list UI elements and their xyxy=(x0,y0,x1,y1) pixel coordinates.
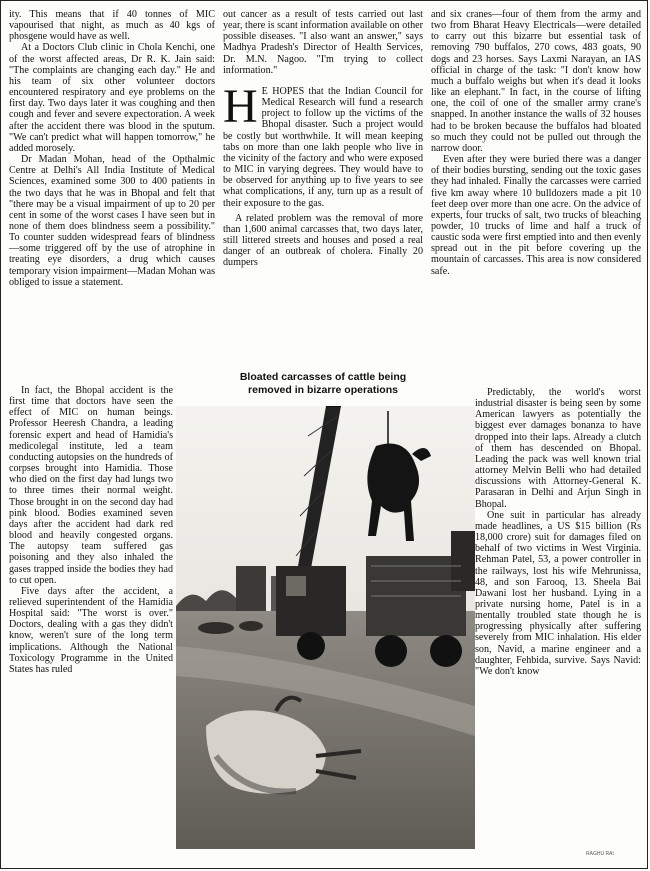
paragraph: A related problem was the removal of more than 1,600 animal carcasses that, two days later, still littered streets and houses and posed a real danger of an outbreak of cholera. Finally 20 dumpers xyxy=(223,212,423,269)
article-column-3-narrow xyxy=(475,387,641,677)
article-column-1-narrow xyxy=(9,385,173,675)
article-column-2 xyxy=(223,9,423,268)
paragraph: Five days after the accident, a relieved superintendent of the Hamidia Hospital said: "The worst is over." Doctors, dealing with a gas they didn't know, weren't sure of the long term implications. Although the National Toxicology Programme in the United States has ruled xyxy=(9,585,173,675)
article-column-3 xyxy=(431,9,641,389)
paragraph: ity. This means that if 40 tonnes of MIC vapourised that night, as much as 40 kgs of phosgene would have as well. xyxy=(9,9,215,43)
paragraph: and six cranes—four of them from the army and two from Bharat Heavy Electricals—were detailed to carry out this bizarre but essential task of removing 790 buffalos, 270 cows, 483 goats, 90 dogs and 23 horses. Says Laxmi Narayan, an IAS official in charge of the task: "I don't know how much a buffalo weighs but when it's dead it looks like an elephant." In fact, in the course of lifting one, the coil of one of the smaller army crane's snapped. In another instance the walls of 32 houses had to be broken because the buffalos had bloated so much they could not be pulled out through the narrow door. xyxy=(431,9,641,154)
paragraph: In fact, the Bhopal accident is the first time that doctors have seen the effect of MIC on human beings. Professor Heeresh Chandra, a leading forensic expert and head of Hamidia's medicolegal institute, led a team conducting autopsies on the hundreds of corpses brought into Hamidia. Those who died on the first day had lungs two to three times their normal weight. Those brought in on the second day had pink blood. Bodies examined seven days after the accident had dark red blood and heavily congested organs. The autopsy team suffered gas poisoning and they also inhaled the gases trapped inside the bodies they had to cut open. xyxy=(9,385,173,586)
paragraph: out cancer as a result of tests carried out last year, there is scant information available on other possible diseases. "I also want an answer," says Madhya Pradesh's Director of Health Services, Dr. M.N. Nagoo. "I'm trying to collect information." xyxy=(223,9,423,76)
article-column-1 xyxy=(9,9,215,288)
paragraph: E HOPES that the Indian Council for Medical Research will fund a research project to follow up the victims of the Bhopal disaster. Such a project would be costly but worthwhile. It will mean keeping tabs on more than one lakh people who live in the vicinity of the factory and who were exposed to MIC in varying degrees. They would have to be observed for anything up to five years to see what complications, if any, turn up as a result of their exposure to the gas. xyxy=(223,85,423,209)
photo-credit: RAGHU RAI xyxy=(586,851,614,857)
paragraph: One suit in particular has already made headlines, a US $15 billion (Rs 18,000 crore) suit for damages filed on behalf of two victims in West Virginia. Rehman Patel, 53, a power controller in the railways, lost his wife Mehrunissa, 48, and son Farooq, 13. Sheela Bai Dawani lost her husband. Lying in a private nursing home, Patel is in a mentally troubled state though he is progressing physically after suffering severely from MIC inhalation. His elder son, Navid, a marine engineer and a daughter, Fehbida, survive. Says Navid: "We don't know xyxy=(475,509,641,677)
news-photo xyxy=(176,406,475,849)
paragraph: Dr Madan Mohan, head of the Opthalmic Centre at Delhi's All India Institute of Medical Sciences, examined some 300 to 400 patients in the two days that he was in Bhopal and felt that "there may be a visual impairment of up to 20 per cent in some of the worst cases I have seen but in none of them does blindness seem a possibility." To counter sudden widespread fears of blindness—some triggered off by the use of atrophine in treating eye disorders, a drug which causes temporary vision impairment—Madan Mohan was obliged to issue a statement. xyxy=(9,154,215,288)
paragraph: At a Doctors Club clinic in Chola Kenchi, one of the worst affected areas, Dr R. K. Jain said: "The complaints are changing each day." He and his team of six other volunteer doctors encountered respiratory and eye problems on the first day. Two days later it was coughing and then cough and fever and severe expectoration. A week after the accident there was blood in the sputum. "We can't predict what will happen tomorrow," he added morosely. xyxy=(9,42,215,154)
paragraph: Predictably, the world's worst industrial disaster is being seen by some American lawyers as potentially the biggest ever damages bonanza to have dropped into their laps. Already a clutch of them has descended on Bhopal. Leading the pack was well known trial attorney Melvin Belli who had detailed discussions with Attorney-General K. Parasaran in Delhi and Arjun Singh in Bhopal. xyxy=(475,387,641,510)
crane-photo-illustration xyxy=(176,406,475,849)
photo-caption: Bloated carcasses of cattle being removed in bizarre operations xyxy=(239,371,407,396)
paragraph: Even after they were buried there was a danger of their bodies bursting, sending out the toxic gases they had inhaled. Finally the carcasses were carried five km away where 10 bulldozers made a pit 10 feet deep over more than one acre. On the advice of experts, four trucks of salt, two trucks of bleaching powder, 10 trucks of lime and half a truck of caustic soda were first emptied into and then evenly spread out in the pit before covering up the mountain of carcasses. This area is now considered safe. xyxy=(431,154,641,277)
dropcap-paragraph xyxy=(223,79,423,209)
dropcap-letter: H xyxy=(223,79,258,133)
